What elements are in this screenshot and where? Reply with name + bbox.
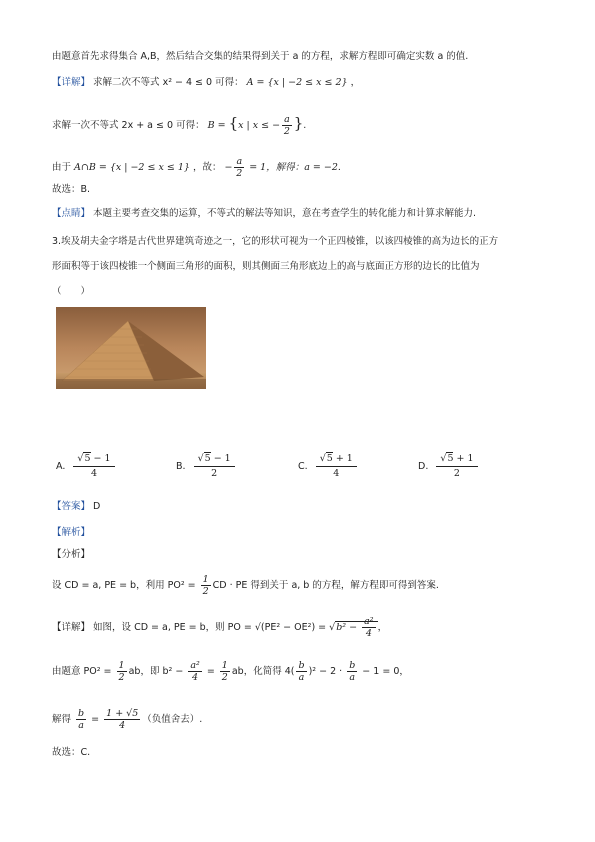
question-text-2: 形面积等于该四棱锥一个侧面三角形的面积，则其侧面三角形底边上的高与底面正方形的边长的比值为 — [52, 261, 480, 272]
pyramid-photo — [56, 307, 206, 389]
fraction-half: $\frac{1}{2}$ — [202, 574, 209, 597]
text: 由于 — [52, 162, 75, 173]
solution-line-1: 【详解】 如图，设 CD = a, PE = b，则 PO = √(PE² − OE²) = √b² − $\frac{\text{a²}}{4}$ ， — [52, 616, 388, 639]
question-paren — [52, 285, 90, 299]
punct: ， — [350, 77, 361, 88]
option-a[interactable] — [56, 452, 115, 488]
left-brace: { — [228, 114, 239, 132]
analysis-tag: 【解析】 — [52, 527, 91, 538]
answer-line — [52, 500, 100, 514]
punct: ， — [377, 622, 388, 633]
text: 设 CD = a, PE = b，利用 PO² = — [52, 580, 199, 591]
text: 解得 — [52, 714, 75, 725]
choice-text: 故选：B. — [52, 184, 91, 195]
option-c-fraction: $\frac{√5 + 1}{4}$ — [316, 452, 357, 481]
text: − 1 = 0， — [359, 666, 409, 677]
answer-tag: 【答案】 — [52, 501, 91, 512]
pyramid-image — [56, 307, 206, 389]
question-line-1 — [52, 235, 498, 249]
option-d-fraction: $\frac{√5 + 1}{2}$ — [436, 452, 477, 481]
text: 如图，设 CD = a, PE = b，则 PO = √(PE² − OE²) = — [93, 622, 330, 633]
question-text-1: 3.埃及胡夫金字塔是古代世界建筑奇迹之一，它的形状可视为一个正四棱锥，以该四棱锥的高为边长的正方 — [52, 236, 499, 247]
text: （负值舍去）. — [142, 714, 203, 725]
answer-blank: （ ） — [52, 286, 91, 297]
text: = — [88, 714, 103, 725]
text: )² − 2 · — [308, 666, 346, 677]
solution-tag: 【详解】 — [52, 622, 91, 633]
option-b[interactable] — [176, 452, 235, 488]
fraction: $\frac{1}{2}$ — [118, 660, 125, 683]
text: CD · PE 得到关于 a, b 的方程，解方程即可得到答案. — [212, 580, 439, 591]
intro-line — [52, 50, 468, 64]
detail-tag: 【详解】 — [52, 77, 91, 88]
outline-tag: 【分析】 — [52, 549, 91, 560]
text: 由题意 PO² = — [52, 666, 115, 677]
detail-line-2 — [52, 114, 306, 137]
final-choice-text: 故选：C. — [52, 747, 91, 758]
fraction-b-over-a: $\frac{b}{a}$ — [78, 708, 85, 731]
fraction: $\frac{\text{a²}}{4}$ — [190, 660, 200, 683]
choice-line — [52, 183, 90, 197]
intro-text: 由题意首先求得集合 A,B，然后结合交集的结果得到关于 a 的方程，求解方程即可确定实数 a 的值. — [52, 51, 469, 62]
text: ，故： — [192, 162, 222, 173]
text: ab，化简得 4( — [231, 666, 295, 677]
set-b-body: x | x ≤ − — [238, 120, 281, 131]
outline-line — [52, 548, 90, 562]
analysis-line — [52, 526, 90, 540]
option-b-label: B. — [176, 461, 186, 472]
text: = 1，解得：a = −2. — [249, 162, 341, 173]
right-brace: } — [293, 114, 304, 132]
fraction-a-over-2: $\frac{a}{2}$ — [283, 114, 290, 137]
question-line-2 — [52, 260, 480, 274]
option-c[interactable] — [298, 452, 357, 488]
fraction-a2-over-4: $\frac{\text{a²}}{4}$ — [364, 616, 374, 639]
comment-text: 本题主要考查交集的运算，不等式的解法等知识，意在考查学生的转化能力和计算求解能力. — [93, 208, 477, 219]
comment-tag: 【点睛】 — [52, 208, 91, 219]
fraction-result: $\frac{1 + √5}{4}$ — [106, 708, 139, 731]
option-b-fraction: $\frac{√5 - 1}{2}$ — [194, 452, 235, 481]
option-d[interactable] — [418, 452, 478, 488]
set-b-prefix: B = — [207, 120, 229, 131]
option-c-label: C. — [298, 461, 308, 472]
option-a-label: A. — [56, 461, 66, 472]
solution-line-2 — [52, 660, 409, 683]
comment-line — [52, 207, 476, 221]
text: ab，即 b² − — [128, 666, 187, 677]
detail-line-3: 由于 A∩B = {x | −2 ≤ x ≤ 1} ，故： − $\frac{a}{2}$ = 1，解得：a = −2. — [52, 156, 341, 179]
punct: . — [303, 120, 307, 131]
text: = — [203, 666, 218, 677]
outline-text-line — [52, 574, 439, 597]
detail-text-2: 求解一次不等式 2x + a ≤ 0 可得： — [52, 120, 205, 131]
fraction: $\frac{1}{2}$ — [221, 660, 228, 683]
intersection-math: A∩B = {x | −2 ≤ x ≤ 1} — [74, 162, 190, 173]
solution-line-3 — [52, 708, 202, 731]
detail-line-1 — [52, 76, 360, 90]
detail-text-1: 求解二次不等式 x² − 4 ≤ 0 可得： — [93, 77, 244, 88]
set-a-math: A = {x | −2 ≤ x ≤ 2} — [246, 77, 348, 88]
fraction-a-over-2: $\frac{a}{2}$ — [236, 156, 243, 179]
fraction: $\frac{b}{a}$ — [298, 660, 305, 683]
final-choice-line — [52, 746, 90, 760]
answer-value: D — [93, 501, 101, 512]
fraction: $\frac{b}{a}$ — [349, 660, 356, 683]
option-d-label: D. — [418, 461, 429, 472]
option-a-fraction: $\frac{√5 - 1}{4}$ — [73, 452, 114, 481]
